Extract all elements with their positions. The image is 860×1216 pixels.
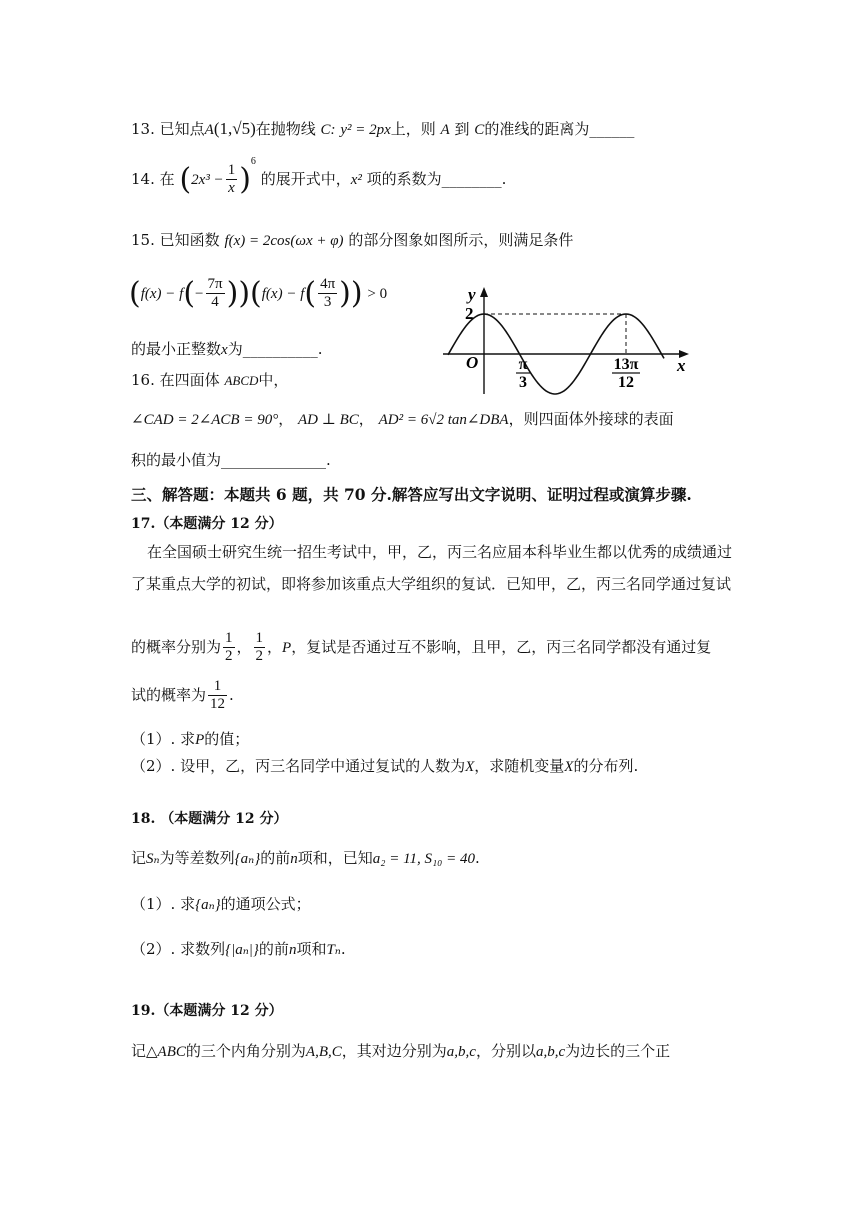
tick2-numerator: 13π bbox=[613, 356, 639, 373]
origin-label: O bbox=[466, 353, 479, 372]
section3-heading: 三、解答题：本题共 6 题，共 70 分.解答应写出文字说明、证明过程或演算步骤. bbox=[131, 485, 692, 504]
q19-text: 记△ABC的三个内角分别为A,B,C，其对边分别为a,b,c，分别以a,b,c为边长的三个正 bbox=[131, 1042, 671, 1060]
q15-inequality: (f(x) − f(− $\frac{7\pi}{4}$ ))(f(x) − f( $\frac{4\pi}{3}$ )) > 0 bbox=[129, 275, 388, 311]
q17-part1: （1）. 求P的值； bbox=[131, 730, 250, 748]
q17-text: 了某重点大学的初试，即将参加该重点大学组织的复试．已知甲，乙，丙三名同学通过复试 bbox=[131, 575, 732, 593]
q19-title: 19.（本题满分 12 分） bbox=[131, 1003, 283, 1019]
q13-equation: y² = 2px bbox=[340, 122, 391, 138]
max-value-label: 2 bbox=[465, 304, 474, 323]
q17-text: 试的概率为 $\frac{1}{12}$ . bbox=[131, 678, 234, 713]
q13-coords: (1,√5) bbox=[213, 119, 256, 138]
q13-line: 13. 已知点A(1,√5)在抛物线 C: y² = 2px上，则 A 到 C的准线的距离为______ bbox=[131, 119, 635, 138]
q18-part1: （1）. 求{aₙ}的通项公式； bbox=[131, 895, 311, 913]
q14-fraction: $\frac{1}{x}$ bbox=[227, 162, 236, 197]
cosine-graph bbox=[438, 283, 694, 395]
q18-title: 18. （本题满分 12 分） bbox=[131, 811, 288, 827]
tick1-denominator: 3 bbox=[519, 374, 527, 391]
q17-title: 17.（本题满分 12 分） bbox=[131, 516, 283, 532]
q16-conditions: ∠CAD = 2∠ACB = 90°， AD ⊥ BC， AD² = 6√2 tan∠DBA，则四面体外接球的表面 bbox=[131, 410, 674, 428]
q17-part2: （2）. 设甲，乙，丙三名同学中通过复试的人数为X，求随机变量X的分布列. bbox=[131, 757, 639, 775]
q17-text: 的概率分别为 $\frac{1}{2}$ ， $\frac{1}{2}$ ，P，复试是否通过互不影响，且甲，乙，丙三名同学都没有通过复 bbox=[131, 630, 712, 665]
q15-answer-line: 的最小正整数x为__________. bbox=[131, 340, 323, 358]
q17-text: 在全国硕士研究生统一招生考试中，甲，乙，丙三名应届本科毕业生都以优秀的成绩通过 bbox=[147, 543, 733, 561]
tick1-numerator: π bbox=[518, 356, 528, 373]
q16-answer-line: 积的最小值为______________. bbox=[131, 451, 331, 469]
q14-line: 14. 在 (2x³ − $\frac{1}{x}$ )$^6$ 的展开式中，x² 项的系数为________. bbox=[131, 155, 507, 197]
x-axis-label: x bbox=[677, 356, 686, 375]
q16-line: 16. 在四面体 ABCD中， bbox=[131, 371, 289, 389]
q15-function: f(x) = 2cos(ωx + φ) bbox=[224, 233, 344, 249]
y-axis-label: y bbox=[468, 285, 476, 304]
q18-part2: （2）. 求数列{|aₙ|}的前n项和Tₙ. bbox=[131, 940, 346, 958]
q18-text: 记Sₙ为等差数列{aₙ}的前n项和，已知a₂ = 11, S₁₀ = 40. bbox=[131, 849, 480, 867]
y-axis-arrow bbox=[480, 287, 488, 297]
tick2-denominator: 12 bbox=[618, 374, 634, 391]
q15-line: 15. 已知函数 f(x) = 2cos(ωx + φ) 的部分图象如图所示，则满足条件 bbox=[131, 231, 574, 249]
